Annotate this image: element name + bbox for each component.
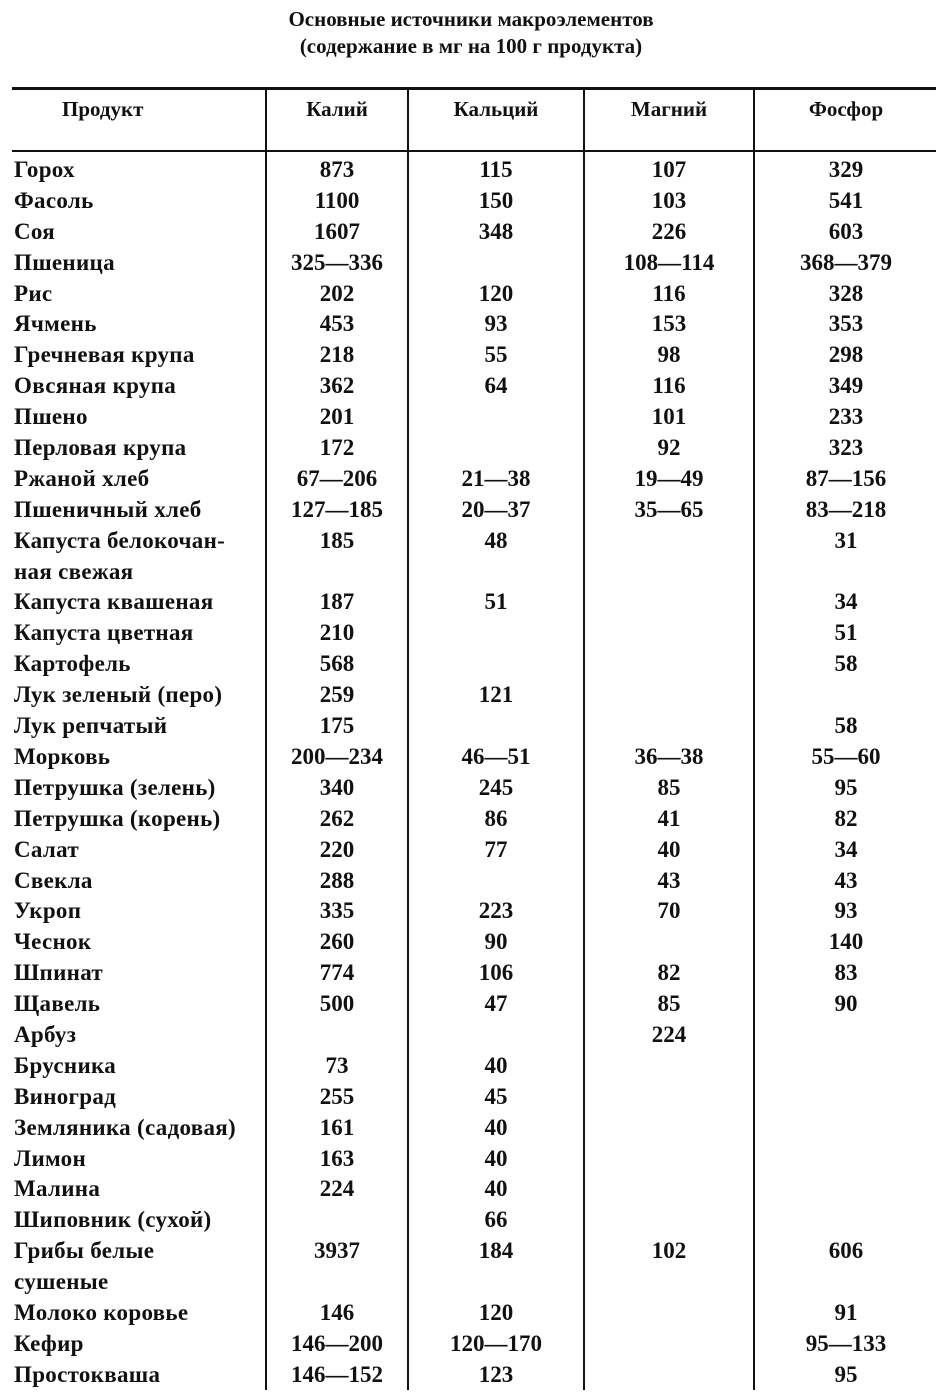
calcium-value: 120	[478, 280, 514, 306]
calcium-value: 106	[478, 960, 514, 986]
table-row	[0, 433, 942, 464]
potassium-value: 163	[319, 1145, 355, 1171]
product-name: Шпинат	[14, 960, 104, 986]
table-row	[0, 1082, 942, 1113]
product-name: Ржаной хлеб	[14, 465, 150, 491]
magnesium-value: 98	[657, 342, 681, 368]
phosphorus-value: 93	[834, 898, 858, 924]
phosphorus-value: 82	[834, 805, 858, 831]
product-name: Пшеница	[14, 249, 115, 275]
phosphorus-value: 606	[828, 1238, 864, 1264]
calcium-value: 48	[484, 527, 508, 553]
title-line-2: (содержание в мг на 100 г продукта)	[299, 34, 643, 58]
product-name: Капуста белокочан-	[14, 527, 226, 553]
product-name: Грибы белые	[14, 1238, 155, 1264]
table-row	[0, 711, 942, 742]
potassium-value: 201	[319, 404, 355, 430]
header-calcium: Кальций	[453, 97, 539, 121]
table-row	[0, 309, 942, 340]
calcium-value: 223	[478, 898, 514, 924]
potassium-value: 67—206	[296, 465, 378, 491]
calcium-value: 93	[484, 311, 508, 337]
phosphorus-value: 51	[834, 620, 858, 646]
calcium-value: 64	[484, 373, 508, 399]
magnesium-value: 19—49	[634, 465, 704, 491]
table-row	[0, 804, 942, 835]
calcium-value: 120—170	[450, 1330, 542, 1356]
potassium-value: 1607	[314, 218, 360, 244]
potassium-value: 146—200	[291, 1330, 383, 1356]
product-name: Кефир	[14, 1330, 84, 1356]
calcium-value: 40	[484, 1052, 508, 1078]
potassium-value: 220	[319, 836, 355, 862]
table-row	[0, 1051, 942, 1082]
table-row	[0, 680, 942, 711]
potassium-value: 146—152	[291, 1361, 383, 1387]
table-row	[0, 1205, 942, 1236]
table-row	[0, 1360, 942, 1391]
product-name: Виноград	[14, 1083, 117, 1109]
product-name: Петрушка (зелень)	[14, 774, 216, 800]
phosphorus-value: 328	[828, 280, 864, 306]
table-row	[0, 217, 942, 248]
table-row	[0, 1020, 942, 1051]
product-name-continued: ная свежая	[14, 558, 134, 584]
product-name: Капуста цветная	[14, 620, 194, 646]
table-row	[0, 835, 942, 866]
magnesium-value: 226	[651, 218, 687, 244]
title-line-1: Основные источники макроэлементов	[288, 7, 654, 31]
product-name: Ячмень	[14, 311, 97, 337]
potassium-value: 73	[325, 1052, 349, 1078]
potassium-value: 255	[319, 1083, 355, 1109]
product-name: Капуста квашеная	[14, 589, 214, 615]
table-row	[0, 1144, 942, 1175]
calcium-value: 121	[478, 682, 514, 708]
product-name: Картофель	[14, 651, 131, 677]
potassium-value: 210	[319, 620, 355, 646]
potassium-value: 218	[319, 342, 355, 368]
phosphorus-value: 87—156	[805, 465, 887, 491]
table-row	[0, 464, 942, 495]
calcium-value: 115	[479, 157, 513, 182]
potassium-value: 202	[319, 280, 355, 306]
magnesium-value: 101	[651, 404, 687, 430]
potassium-value: 1100	[314, 187, 360, 213]
table-row	[0, 927, 942, 958]
phosphorus-value: 368—379	[800, 249, 892, 275]
header-phosphorus: Фосфор	[808, 97, 884, 121]
phosphorus-value: 95	[834, 1361, 858, 1387]
potassium-value: 340	[319, 774, 355, 800]
magnesium-value: 85	[657, 991, 681, 1017]
table-row	[0, 1329, 942, 1360]
potassium-value: 224	[319, 1176, 355, 1202]
calcium-value: 184	[478, 1238, 514, 1264]
magnesium-value: 85	[657, 774, 681, 800]
phosphorus-value: 34	[834, 589, 858, 615]
potassium-value: 146	[319, 1299, 355, 1325]
magnesium-value: 36—38	[634, 743, 704, 769]
phosphorus-value: 541	[828, 187, 864, 213]
potassium-value: 161	[319, 1114, 355, 1140]
product-name: Лимон	[14, 1145, 87, 1171]
calcium-value: 45	[484, 1083, 508, 1109]
magnesium-value: 40	[657, 836, 681, 862]
header-product: Продукт	[62, 97, 144, 121]
potassium-value: 127—185	[291, 496, 383, 522]
potassium-value: 288	[319, 867, 355, 893]
magnesium-value: 43	[657, 867, 681, 893]
product-name: Брусника	[14, 1052, 117, 1078]
table-row	[0, 1236, 942, 1298]
product-name: Свекла	[14, 867, 93, 893]
product-name: Перловая крупа	[14, 435, 187, 461]
product-name: Лук репчатый	[14, 713, 168, 739]
product-name: Морковь	[14, 743, 111, 769]
magnesium-value: 153	[651, 311, 687, 337]
phosphorus-value: 233	[828, 404, 864, 430]
phosphorus-value: 31	[834, 527, 858, 553]
phosphorus-value: 95—133	[805, 1330, 887, 1356]
magnesium-value: 224	[651, 1021, 687, 1047]
calcium-value: 21—38	[461, 465, 531, 491]
phosphorus-value: 58	[834, 713, 858, 739]
potassium-value: 175	[319, 713, 355, 739]
product-name: Малина	[14, 1176, 101, 1202]
table-row	[0, 1174, 942, 1205]
magnesium-value: 107	[651, 157, 687, 182]
potassium-value: 335	[319, 898, 355, 924]
product-name: Рис	[14, 280, 53, 306]
phosphorus-value: 349	[828, 373, 864, 399]
calcium-value: 90	[484, 929, 508, 955]
potassium-value: 259	[319, 682, 355, 708]
calcium-value: 55	[484, 342, 508, 368]
phosphorus-value: 58	[834, 651, 858, 677]
product-name: Щавель	[14, 991, 101, 1017]
product-name: Горох	[14, 157, 75, 182]
potassium-value: 260	[319, 929, 355, 955]
phosphorus-value: 34	[834, 836, 858, 862]
phosphorus-value: 55—60	[811, 743, 881, 769]
potassium-value: 500	[319, 991, 355, 1017]
table-row	[0, 248, 942, 279]
table-row	[0, 495, 942, 526]
potassium-value: 185	[319, 527, 355, 553]
potassium-value: 262	[319, 805, 355, 831]
phosphorus-value: 91	[834, 1299, 858, 1325]
table-row	[0, 618, 942, 649]
header-rule	[12, 150, 936, 152]
potassium-value: 172	[319, 435, 355, 461]
table-row	[0, 371, 942, 402]
table-row	[0, 340, 942, 371]
table-row	[0, 1113, 942, 1144]
product-name: Простокваша	[14, 1361, 161, 1387]
product-name-continued: сушеные	[14, 1269, 109, 1295]
magnesium-value: 116	[652, 280, 686, 306]
phosphorus-value: 329	[828, 157, 864, 182]
phosphorus-value: 323	[828, 435, 864, 461]
magnesium-value: 92	[657, 435, 681, 461]
phosphorus-value: 83—218	[805, 496, 887, 522]
header-magnesium: Магний	[630, 97, 708, 121]
calcium-value: 40	[484, 1145, 508, 1171]
calcium-value: 150	[478, 187, 514, 213]
calcium-value: 40	[484, 1176, 508, 1202]
potassium-value: 200—234	[291, 743, 383, 769]
table-row	[0, 742, 942, 773]
product-name: Чеснок	[14, 929, 92, 955]
phosphorus-value: 95	[834, 774, 858, 800]
calcium-value: 46—51	[461, 743, 531, 769]
magnesium-value: 82	[657, 960, 681, 986]
phosphorus-value: 298	[828, 342, 864, 368]
product-name: Молоко коровье	[14, 1299, 189, 1325]
table-row	[0, 649, 942, 680]
potassium-value: 774	[319, 960, 355, 986]
potassium-value: 3937	[314, 1238, 360, 1264]
calcium-value: 86	[484, 805, 508, 831]
calcium-value: 245	[478, 774, 514, 800]
phosphorus-value: 353	[828, 311, 864, 337]
table-row	[0, 186, 942, 217]
phosphorus-value: 603	[828, 218, 864, 244]
table-row	[0, 866, 942, 897]
calcium-value: 66	[484, 1207, 508, 1233]
magnesium-value: 108—114	[623, 249, 715, 275]
calcium-value: 40	[484, 1114, 508, 1140]
potassium-value: 325—336	[291, 249, 383, 275]
product-name: Гречневая крупа	[14, 342, 195, 368]
calcium-value: 77	[484, 836, 508, 862]
potassium-value: 362	[319, 373, 355, 399]
table-row	[0, 402, 942, 433]
product-name: Салат	[14, 836, 79, 862]
calcium-value: 20—37	[461, 496, 531, 522]
potassium-value: 568	[319, 651, 355, 677]
table-body	[0, 155, 942, 1391]
table-row	[0, 958, 942, 989]
magnesium-value: 116	[652, 373, 686, 399]
product-name: Арбуз	[14, 1021, 77, 1047]
calcium-value: 123	[478, 1361, 514, 1387]
table-row	[0, 896, 942, 927]
phosphorus-value: 140	[828, 929, 864, 955]
potassium-value: 873	[319, 157, 355, 182]
table-row	[0, 526, 942, 588]
product-name: Фасоль	[14, 187, 94, 213]
top-rule	[12, 87, 936, 90]
table-row	[0, 773, 942, 804]
table-row	[0, 155, 942, 186]
product-name: Петрушка (корень)	[14, 805, 221, 831]
table-title	[0, 6, 942, 60]
calcium-value: 348	[478, 218, 514, 244]
phosphorus-value: 90	[834, 991, 858, 1017]
product-name: Пшено	[14, 404, 88, 430]
calcium-value: 47	[484, 991, 508, 1017]
product-name: Лук зеленый (перо)	[14, 682, 223, 708]
phosphorus-value: 83	[834, 960, 858, 986]
table-row	[0, 279, 942, 310]
calcium-value: 120	[478, 1299, 514, 1325]
product-name: Укроп	[14, 898, 82, 924]
product-name: Соя	[14, 218, 56, 244]
table-row	[0, 587, 942, 618]
table-row	[0, 989, 942, 1020]
product-name: Земляника (садовая)	[14, 1114, 236, 1140]
potassium-value: 187	[319, 589, 355, 615]
product-name: Шиповник (сухой)	[14, 1207, 212, 1233]
product-name: Овсяная крупа	[14, 373, 177, 399]
magnesium-value: 70	[657, 898, 681, 924]
calcium-value: 51	[484, 589, 508, 615]
magnesium-value: 102	[651, 1238, 687, 1264]
magnesium-value: 41	[657, 805, 681, 831]
header-potassium: Калий	[306, 97, 368, 121]
potassium-value: 453	[319, 311, 355, 337]
magnesium-value: 35—65	[634, 496, 704, 522]
phosphorus-value: 43	[834, 867, 858, 893]
product-name: Пшеничный хлеб	[14, 496, 202, 522]
magnesium-value: 103	[651, 187, 687, 213]
table-row	[0, 1298, 942, 1329]
